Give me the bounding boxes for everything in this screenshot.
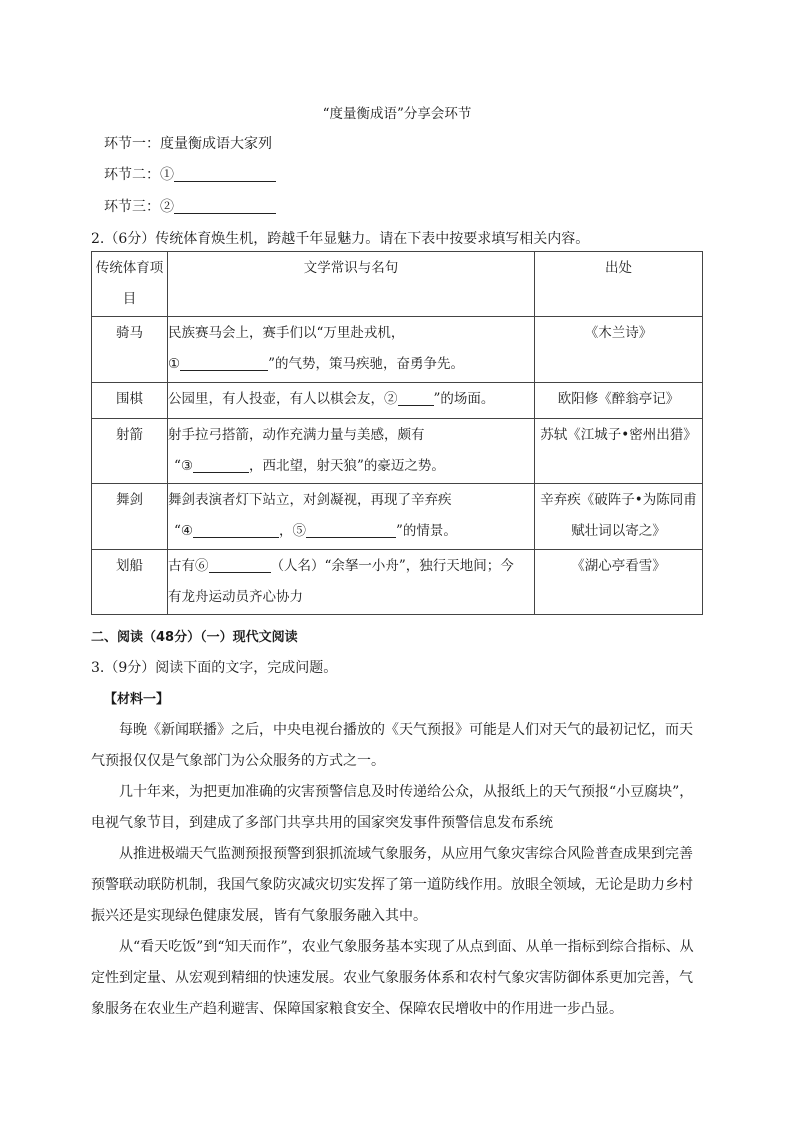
segment-three-text: 环节三：② bbox=[104, 199, 174, 215]
header-sport-line1: 传统体育项 bbox=[95, 260, 164, 276]
table-row bbox=[92, 317, 703, 383]
table-row bbox=[92, 383, 703, 419]
section-heading: 二、阅读（48分）（一）现代文阅读 bbox=[91, 630, 298, 645]
header-source bbox=[535, 252, 703, 317]
table-row bbox=[92, 550, 703, 615]
table-header-row bbox=[92, 252, 703, 317]
source-text: 苏轼《江城子•密州出猎》 bbox=[540, 427, 697, 443]
answer-blank[interactable] bbox=[174, 199, 276, 214]
passage-paragraph: 几十年来，为把更加准确的灾害预警信息及时传递给公众，从报纸上的天气预报“小豆腐块”，电视气象节目，到建成了多部门共享共用的国家突发事件预警信息发布系统 bbox=[91, 784, 694, 831]
header-literature bbox=[168, 252, 535, 317]
segment-one-text: 环节一：度量衡成语大家列 bbox=[104, 136, 272, 152]
header-sport-line2: 目 bbox=[122, 291, 137, 307]
sport-name: 舞剑 bbox=[116, 492, 143, 508]
sport-name: 划船 bbox=[116, 558, 143, 574]
passage-paragraph: 从“看天吃饭”到“知天而作”，农业气象服务基本实现了从点到面、从单一指标到综合指标、从定性到定量、从宏观到精细的快速发展。农业气象服务体系和农村气象灾害防御体系更加完善，气象服务在农业生产趋利避害、保障国家粮食安全、保障农民增收中的作用进一步凸显。 bbox=[91, 939, 694, 1017]
row-text-line: 射手拉弓搭箭，动作充满力量与美感，颇有 bbox=[168, 427, 425, 443]
row-text-line: 有龙舟运动员齐心协力 bbox=[168, 589, 303, 605]
question-3-prompt: 3.（9分）阅读下面的文字，完成问题。 bbox=[91, 660, 338, 676]
segment-two bbox=[104, 164, 276, 184]
segment-three bbox=[104, 196, 276, 216]
passage-paragraph: 从推进极端天气监测预报预警到狠抓流域气象服务，从应用气象灾害综合风险普查成果到完善预警联动联防机制，我国气象防灾减灾切实发挥了第一道防线作用。放眼全领域，无论是助力乡村振兴还是实现绿色健康发展，皆有气象服务融入其中。 bbox=[91, 846, 693, 924]
source-text: 欧阳修《醉翁亭记》 bbox=[557, 391, 680, 407]
header-literature-text: 文学常识与名句 bbox=[303, 260, 399, 276]
header-source-text: 出处 bbox=[605, 260, 632, 276]
row-text-head: 公园里，有人投壶，有人以棋会友，② bbox=[168, 391, 398, 407]
source-text: 辛弃疾《破阵子•为陈同甫 bbox=[540, 492, 697, 508]
header-sport bbox=[92, 252, 168, 317]
row-text-line bbox=[168, 550, 534, 582]
row-text-tail: ”的气势，策马疾驰，奋勇争先。 bbox=[268, 356, 465, 372]
activity-title: “度量衡成语”分享会环节 bbox=[322, 106, 472, 122]
row-text-tail: （人名）“余拏一小舟”，独行天地间；今 bbox=[270, 558, 514, 574]
answer-blank[interactable] bbox=[398, 391, 434, 406]
row-text-line: 舞剑表演者灯下站立，对剑凝视，再现了辛弃疾 bbox=[168, 492, 452, 508]
table-row bbox=[92, 419, 703, 484]
source-text: 《湖心亭看雪》 bbox=[571, 558, 666, 574]
segment-two-text: 环节二：① bbox=[104, 167, 174, 183]
source-text: 赋壮词以寄之》 bbox=[571, 523, 666, 539]
sport-name: 骑马 bbox=[116, 325, 143, 341]
sport-name: 射箭 bbox=[116, 427, 143, 443]
table-row bbox=[92, 484, 703, 550]
row-text-tail: ”的情景。 bbox=[396, 523, 457, 539]
row-text-head: 古有⑥ bbox=[168, 558, 209, 574]
answer-blank[interactable] bbox=[174, 167, 276, 182]
row-text-head: “④ bbox=[174, 523, 194, 539]
sports-table bbox=[91, 251, 703, 615]
answer-blank[interactable] bbox=[193, 458, 249, 473]
answer-blank[interactable] bbox=[193, 523, 279, 538]
row-text-line bbox=[168, 516, 534, 547]
material-label: 【材料一】 bbox=[104, 692, 170, 707]
reading-passage bbox=[91, 715, 701, 1025]
row-text-line bbox=[168, 451, 534, 482]
segment-one bbox=[104, 133, 272, 153]
row-text-mid: ，⑤ bbox=[279, 523, 307, 539]
row-text-line: 民族赛马会上，赛手们以“万里赴戎机， bbox=[168, 325, 405, 341]
question-2-prompt: 2.（6分）传统体育焕生机，跨越千年显魅力。请在下表中按要求填写相关内容。 bbox=[91, 231, 590, 247]
row-text-tail: ，西北望，射天狼”的豪迈之势。 bbox=[249, 458, 445, 474]
row-text-tail: ”的场面。 bbox=[433, 391, 495, 407]
source-text: 《木兰诗》 bbox=[584, 325, 653, 341]
row-text-head: “③ bbox=[174, 458, 194, 474]
blank-number: ① bbox=[168, 356, 181, 372]
passage-paragraph: 每晚《新闻联播》之后，中央电视台播放的《天气预报》可能是人们对天气的最初记忆，而天气预报仅仅是气象部门为公众服务的方式之一。 bbox=[91, 722, 693, 769]
row-text-line bbox=[168, 383, 534, 415]
row-text-line bbox=[168, 349, 534, 380]
answer-blank[interactable] bbox=[180, 356, 268, 371]
answer-blank[interactable] bbox=[306, 523, 396, 538]
sport-name: 围棋 bbox=[116, 391, 143, 407]
answer-blank[interactable] bbox=[209, 558, 271, 573]
